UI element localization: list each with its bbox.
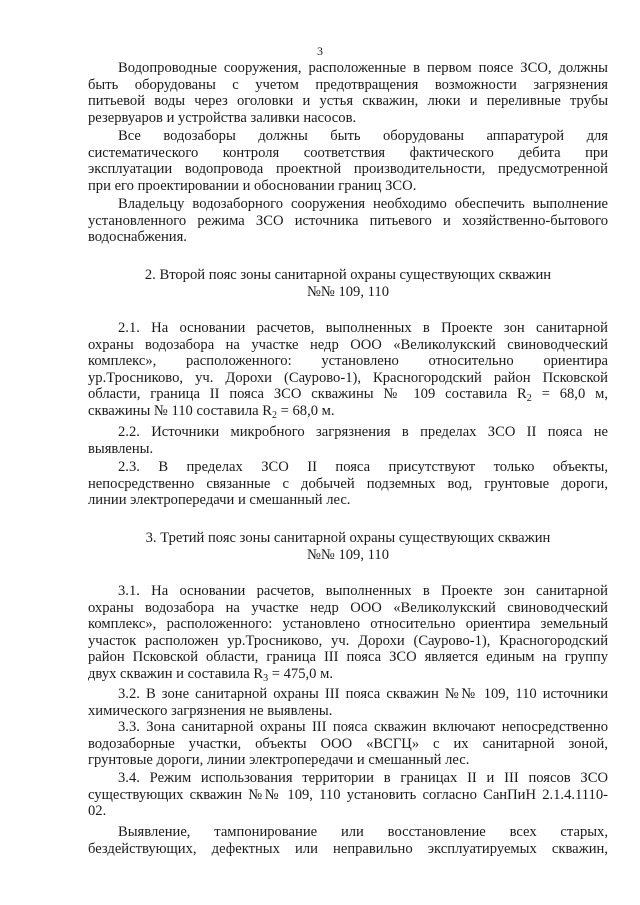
text-line: 02. — [88, 803, 107, 820]
text-line: бездействующих, дефектных или неправильно эксплуатируемых скважин, — [88, 840, 608, 857]
heading-line: 3. Третий пояс зоны санитарной охраны существующих скважин — [145, 530, 551, 546]
text-line: Все водозаборы должны быть оборудованы аппаратурой для — [118, 128, 608, 144]
text-line: выявлены. — [88, 440, 154, 457]
text-line: 2.2. Источники микробного загрязнения в пределах ЗСО II пояса не — [118, 424, 608, 440]
text-line: систематического контроля соответствия фактического дебита при — [88, 144, 608, 161]
paragraph-2-1 — [88, 320, 608, 420]
text-line: химического загрязнения не выявлены. — [88, 702, 333, 719]
text-line: участок расположен ур.Тросниково, уч. Дорохи (Саурово-1), Красногородский — [88, 632, 608, 649]
text-line: водоснабжения. — [88, 229, 187, 246]
paragraph-3-3 — [88, 719, 608, 769]
text-line: 3.1. На основании расчетов, выполненных в Проекте зон санитарной — [118, 583, 608, 599]
text-line: быть оборудованы с учетом предотвращения возможности загрязнения — [88, 76, 608, 93]
text-line: охраны водозабора на участке недр ООО «Великолукский свиноводческий — [88, 336, 608, 353]
text-line: 3.2. В зоне санитарной охраны III пояса скважин №№ 109, 110 источники — [118, 686, 608, 702]
text-line: ур.Тросниково, уч. Дорохи (Саурово-1), Красногородский район Псковской — [88, 369, 608, 386]
text-line: при его проектировании и обосновании границ ЗСО. — [88, 177, 417, 194]
text-line: грунтовые дороги, линии электропередачи и смешанный лес. — [88, 752, 470, 769]
paragraph-owner-obligation — [88, 196, 608, 246]
text-line: комплекс», расположенного: установлено относительно ориентира — [88, 353, 608, 370]
text-line: питьевой воды через оголовки и устья скважин, люки и переливные трубы — [88, 93, 608, 110]
paragraph-first-zone-structures — [88, 60, 608, 126]
heading-line: №№ 109, 110 — [306, 547, 390, 563]
text-line: охраны водозабора на участке недр ООО «Великолукский свиноводческий — [88, 599, 608, 616]
text-line: 3.3. Зона санитарной охраны III пояса скважин включают непосредственно — [118, 719, 608, 735]
text-line: установленного режима ЗСО источника питьевого и хозяйственно-бытового — [88, 212, 608, 229]
text-line: комплекс», расположенного: установлено относительно ориентира земельный — [88, 616, 608, 633]
text-line: Выявление, тампонирование или восстановление всех старых, — [118, 824, 608, 840]
paragraph-3-4 — [88, 770, 608, 820]
heading-line: №№ 109, 110 — [306, 284, 390, 300]
heading-line: 2. Второй пояс зоны санитарной охраны существующих скважин — [144, 267, 552, 283]
paragraph-water-intake-equipment — [88, 128, 608, 194]
paragraph-2-2 — [88, 424, 608, 457]
page-number: 3 — [317, 44, 323, 58]
text-line: водозаборные участки, объекты ООО «ВСГЦ» с их санитарной зоной, — [88, 735, 608, 752]
text-line: 3.4. Режим использования территории в границах II и III поясов ЗСО — [118, 770, 608, 786]
text-line: Водопроводные сооружения, расположенные в первом поясе ЗСО, должны — [118, 60, 608, 76]
text-line: области, граница II пояса ЗСО скважины № 109 составила $R_2 = 68,0$ м, — [88, 386, 608, 405]
text-line: двух скважин и составила $R_3 = 475,0$ м. — [88, 665, 334, 684]
text-line: скважины № 110 составила $R_2 = 68,0$ м. — [88, 402, 335, 421]
text-line: Владельцу водозаборного сооружения необходимо обеспечить выполнение — [118, 196, 608, 212]
section-heading-second-zone — [88, 267, 608, 301]
paragraph-wells-restoration — [88, 824, 608, 857]
text-line: эксплуатации водопровода проектной производительности, предусмотренной — [88, 161, 608, 178]
paragraph-3-2 — [88, 686, 608, 719]
text-line: район Псковской области, граница III пояса ЗСО является единым на группу — [88, 649, 608, 666]
text-line: 2.1. На основании расчетов, выполненных в Проекте зон санитарной — [118, 320, 608, 336]
text-line: существующих скважин №№ 109, 110 установить согласно СанПиН 2.1.4.1110- — [88, 786, 608, 803]
text-line: линии электропередачи и смешанный лес. — [88, 492, 351, 509]
text-line: 2.3. В пределах ЗСО II пояса присутствуют только объекты, — [118, 459, 608, 475]
paragraph-3-1 — [88, 583, 608, 683]
text-line: непосредственно связанные с добычей подземных вод, грунтовые дороги, — [88, 475, 608, 492]
section-heading-third-zone — [88, 530, 608, 564]
paragraph-2-3 — [88, 459, 608, 509]
text-line: резервуаров и устройства заливки насосов. — [88, 109, 357, 126]
